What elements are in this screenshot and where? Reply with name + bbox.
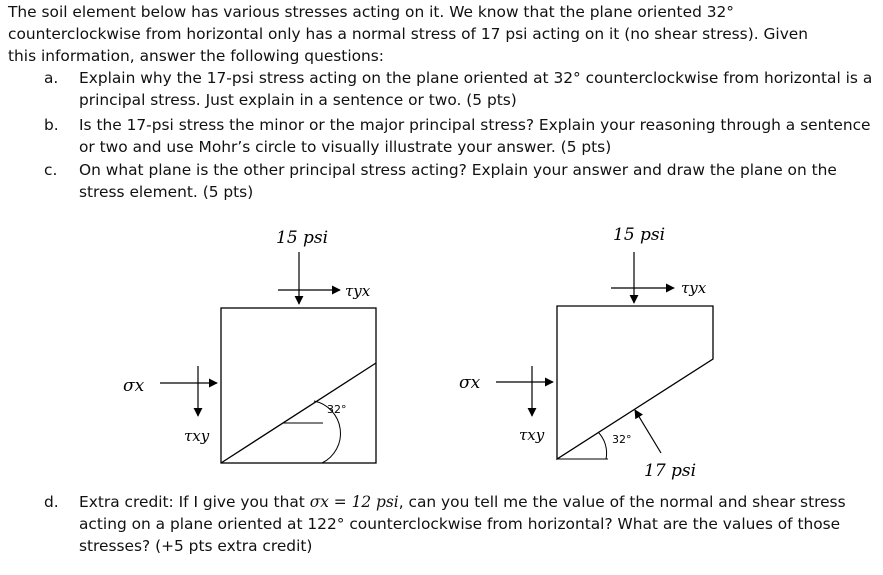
left-stress-element bbox=[123, 228, 376, 463]
left-inclined-plane bbox=[221, 363, 376, 463]
right-angle-arc bbox=[598, 432, 607, 459]
left-soil-element bbox=[221, 308, 376, 463]
question-letter: c. bbox=[44, 161, 58, 179]
question-text bbox=[79, 491, 874, 558]
question-letter: a. bbox=[44, 69, 59, 87]
question-d-extra-credit bbox=[44, 491, 874, 558]
right-tau-xy-label: τxy bbox=[519, 426, 545, 444]
question-letter: b. bbox=[44, 116, 59, 134]
left-sigma-x-label: σx bbox=[123, 376, 145, 396]
right-wedge-element bbox=[557, 306, 713, 459]
right-sigma-x-label: σx bbox=[459, 373, 481, 393]
intro-line-1: The soil element below has various stresses acting on it. We know that the plane oriented 32° bbox=[8, 3, 735, 21]
intro-line-2: counterclockwise from horizontal only has a normal stress of 17 psi acting on it (no shear stress). Given bbox=[8, 25, 809, 44]
right-top-stress-label: 15 psi bbox=[613, 225, 666, 245]
right-tau-yx-label: τyx bbox=[681, 279, 707, 297]
right-angle-label: 32° bbox=[612, 433, 632, 446]
left-tau-xy-label: τxy bbox=[184, 427, 210, 445]
right-normal-stress-label: 17 psi bbox=[644, 461, 697, 481]
left-top-stress-label: 15 psi bbox=[276, 228, 329, 248]
extra-text-part1: Extra credit: If I give you that bbox=[79, 493, 310, 511]
extra-sigma-math: σx = 12 psi bbox=[309, 493, 399, 511]
left-tau-yx-label: τyx bbox=[345, 282, 371, 300]
extra-text-part2: , can you tell me the value of the normal and shear stress acting on a plane oriented at 122° counterclockwise from horizontal? What are the values of those stresses? (+5 pts extra credit) bbox=[79, 493, 846, 556]
question-text: On what plane is the other principal stress acting? Explain your answer and draw the plane on the stress element. (5 pts) bbox=[79, 161, 837, 202]
question-letter: d. bbox=[44, 493, 59, 511]
left-angle-label: 32° bbox=[327, 403, 347, 416]
question-text: Explain why the 17-psi stress acting on the plane oriented at 32° counterclockwise from horizontal is a principal stress. Just explain in a sentence or two. (5 pts) bbox=[79, 69, 873, 110]
intro-line-3: this information, answer the following questions: bbox=[8, 47, 384, 66]
right-normal-stress-arrow bbox=[635, 410, 661, 453]
right-stress-element bbox=[459, 225, 713, 481]
question-text: Is the 17-psi stress the minor or the major principal stress? Explain your reasoning through a sentence or two and use Mohr’s circle to visually illustrate your answer. (5 pts) bbox=[79, 116, 871, 157]
